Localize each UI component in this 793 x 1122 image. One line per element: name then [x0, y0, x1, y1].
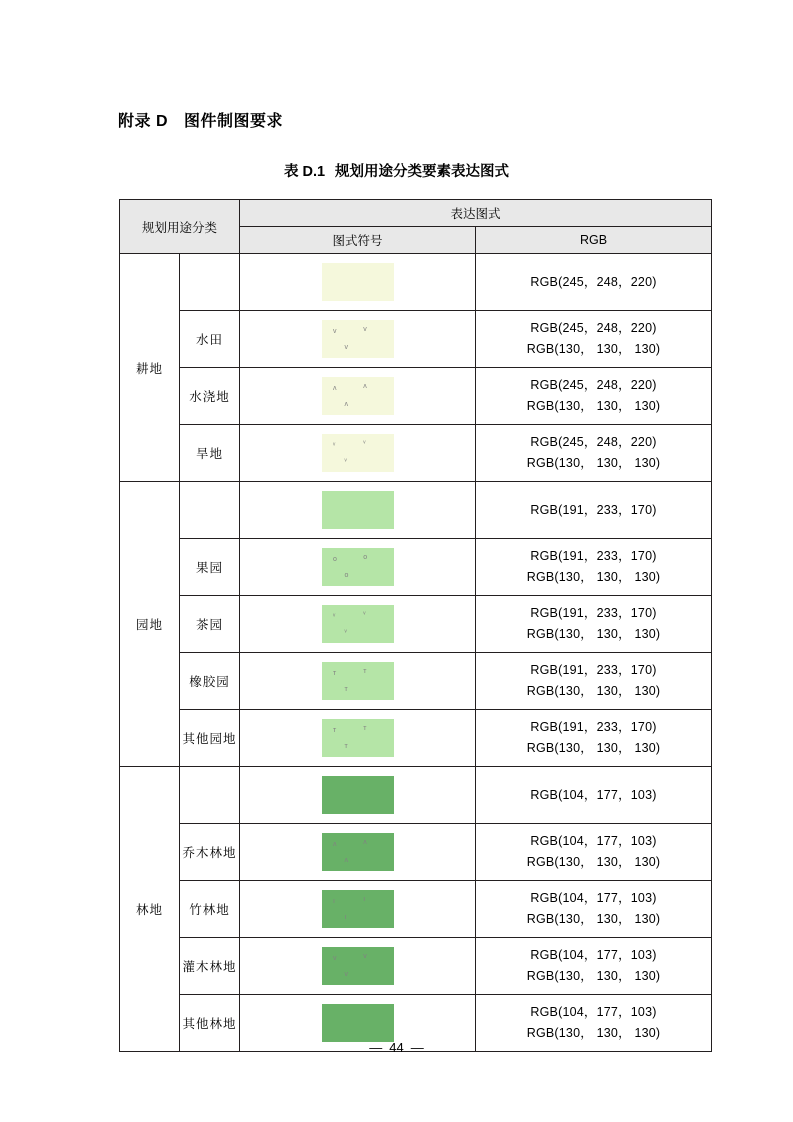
rgb-value: RGB(130， 130， 130): [526, 855, 661, 869]
category-cell: 园地: [120, 482, 180, 767]
rgb-cell: [476, 368, 712, 425]
symbol-marks: ᴏ ᴏ ᴏ: [333, 554, 368, 579]
color-swatch: [322, 890, 394, 928]
rgb-value: RGB(104，177，103): [530, 834, 657, 849]
color-swatch: [322, 719, 394, 757]
rgb-cell: [476, 938, 712, 995]
color-swatch: [322, 947, 394, 985]
table-row: [120, 767, 712, 824]
table-row: [120, 368, 712, 425]
appendix-label: 附录 D: [118, 113, 169, 130]
subcategory-cell: 其他园地: [180, 710, 240, 767]
rgb-value: RGB(130， 130， 130): [526, 342, 661, 356]
color-swatch: [322, 662, 394, 700]
rgb-cell: [476, 482, 712, 539]
symbol-cell: [240, 710, 476, 767]
table-caption-text: 规划用途分类要素表达图式: [335, 164, 510, 180]
symbol-cell: [240, 938, 476, 995]
symbol-cell: [240, 311, 476, 368]
table-row: [120, 254, 712, 311]
color-swatch: [322, 377, 394, 415]
subcategory-cell: 橡胶园: [180, 653, 240, 710]
rgb-cell: [476, 710, 712, 767]
symbol-cell: [240, 767, 476, 824]
symbol-marks: ᵛ ᵛ ᵛ: [333, 440, 366, 465]
rgb-cell: [476, 653, 712, 710]
subcategory-cell: 竹林地: [180, 881, 240, 938]
symbol-marks: ᴧ ᴧ ᴧ: [333, 383, 367, 408]
page-title: [118, 108, 283, 131]
rgb-value: RGB(245，248，220): [530, 378, 657, 393]
symbol-cell: [240, 368, 476, 425]
subcategory-cell: 茶园: [180, 596, 240, 653]
page-number: 44: [389, 1040, 404, 1055]
rgb-value: RGB(191，233，170): [530, 663, 657, 678]
rgb-cell: [476, 767, 712, 824]
table-row: [120, 482, 712, 539]
table-row: [120, 938, 712, 995]
rgb-value: RGB(130， 130， 130): [526, 1026, 661, 1040]
table-row: [120, 311, 712, 368]
subcategory-cell: 水浇地: [180, 368, 240, 425]
symbol-cell: [240, 425, 476, 482]
subcategory-cell: 旱地: [180, 425, 240, 482]
symbol-cell: [240, 596, 476, 653]
rgb-cell: [476, 881, 712, 938]
color-swatch: [322, 833, 394, 871]
table-body: [120, 254, 712, 1052]
table-row: [120, 710, 712, 767]
subcategory-cell: 乔木林地: [180, 824, 240, 881]
rgb-value: RGB(130， 130， 130): [526, 912, 661, 926]
table-row: [120, 653, 712, 710]
symbol-marks: ı ı ı: [333, 896, 366, 921]
rgb-value: RGB(130， 130， 130): [526, 684, 661, 698]
table-caption: [0, 160, 793, 181]
table-row: [120, 824, 712, 881]
rgb-cell: [476, 596, 712, 653]
table-number: 表 D.1: [283, 164, 326, 180]
color-swatch: [322, 605, 394, 643]
rgb-value: RGB(104，177，103): [530, 948, 657, 963]
rgb-value: RGB(191，233，170): [530, 720, 657, 735]
symbol-cell: [240, 653, 476, 710]
color-swatch: [322, 491, 394, 529]
color-swatch: [322, 263, 394, 301]
header-land-use-class: 规划用途分类: [120, 200, 240, 254]
symbol-marks: ᴠ ᴠ ᴠ: [333, 326, 367, 351]
rgb-value: RGB(130， 130， 130): [526, 627, 661, 641]
rgb-value: RGB(245，248，220): [530, 274, 657, 289]
subcategory-cell: 灌木林地: [180, 938, 240, 995]
subcategory-cell: [180, 254, 240, 311]
rgb-cell: [476, 311, 712, 368]
rgb-cell: [476, 425, 712, 482]
color-swatch: [322, 320, 394, 358]
rgb-value: RGB(104，177，103): [530, 1005, 657, 1020]
rgb-value: RGB(104，177，103): [530, 787, 657, 802]
subcategory-cell: 果园: [180, 539, 240, 596]
header-symbol: 图式符号: [240, 227, 476, 254]
subcategory-cell: [180, 482, 240, 539]
table-header-row-1: [120, 200, 712, 227]
color-swatch: [322, 548, 394, 586]
table-row: [120, 596, 712, 653]
symbol-cell: [240, 539, 476, 596]
symbol-cell: [240, 254, 476, 311]
color-swatch: [322, 1004, 394, 1042]
rgb-value: RGB(191，233，170): [530, 502, 657, 517]
header-rgb: RGB: [476, 227, 712, 254]
subcategory-cell: [180, 767, 240, 824]
rgb-cell: [476, 254, 712, 311]
symbol-cell: [240, 824, 476, 881]
page-footer: [0, 1040, 793, 1055]
rgb-value: RGB(130， 130， 130): [526, 570, 661, 584]
rgb-value: RGB(245，248，220): [530, 435, 657, 450]
table-header: [120, 200, 712, 254]
symbol-marks: ᴧ ᴧ ᴧ: [333, 839, 367, 864]
subcategory-cell: 其他林地: [180, 995, 240, 1052]
symbol-marks: ᴛ ᴛ ᴛ: [333, 725, 367, 750]
category-cell: 林地: [120, 767, 180, 1052]
symbol-marks: ᴠ ᴠ ᴠ: [333, 953, 367, 978]
subcategory-cell: 水田: [180, 311, 240, 368]
rgb-value: RGB(130， 130， 130): [526, 456, 661, 470]
table-row: [120, 881, 712, 938]
rgb-value: RGB(191，233，170): [530, 549, 657, 564]
rgb-value: RGB(191，233，170): [530, 606, 657, 621]
symbol-marks: ᵛ ᵛ ᵛ: [333, 611, 366, 636]
rgb-value: RGB(130， 130， 130): [526, 969, 661, 983]
category-cell: 耕地: [120, 254, 180, 482]
table-row: [120, 539, 712, 596]
rgb-cell: [476, 824, 712, 881]
footer-dash-left: —: [369, 1040, 383, 1055]
color-swatch: [322, 434, 394, 472]
rgb-cell: [476, 539, 712, 596]
table-row: [120, 425, 712, 482]
rgb-value: RGB(245，248，220): [530, 321, 657, 336]
color-swatch: [322, 776, 394, 814]
land-use-symbol-table: [119, 199, 712, 1052]
appendix-heading: 图件制图要求: [184, 113, 284, 130]
symbol-marks: ᴛ ᴛ ᴛ: [333, 668, 367, 693]
header-expression: 表达图式: [240, 200, 712, 227]
symbol-cell: [240, 482, 476, 539]
footer-dash-right: —: [410, 1040, 424, 1055]
rgb-value: RGB(130， 130， 130): [526, 399, 661, 413]
symbol-cell: [240, 881, 476, 938]
rgb-value: RGB(104，177，103): [530, 891, 657, 906]
rgb-value: RGB(130， 130， 130): [526, 741, 661, 755]
